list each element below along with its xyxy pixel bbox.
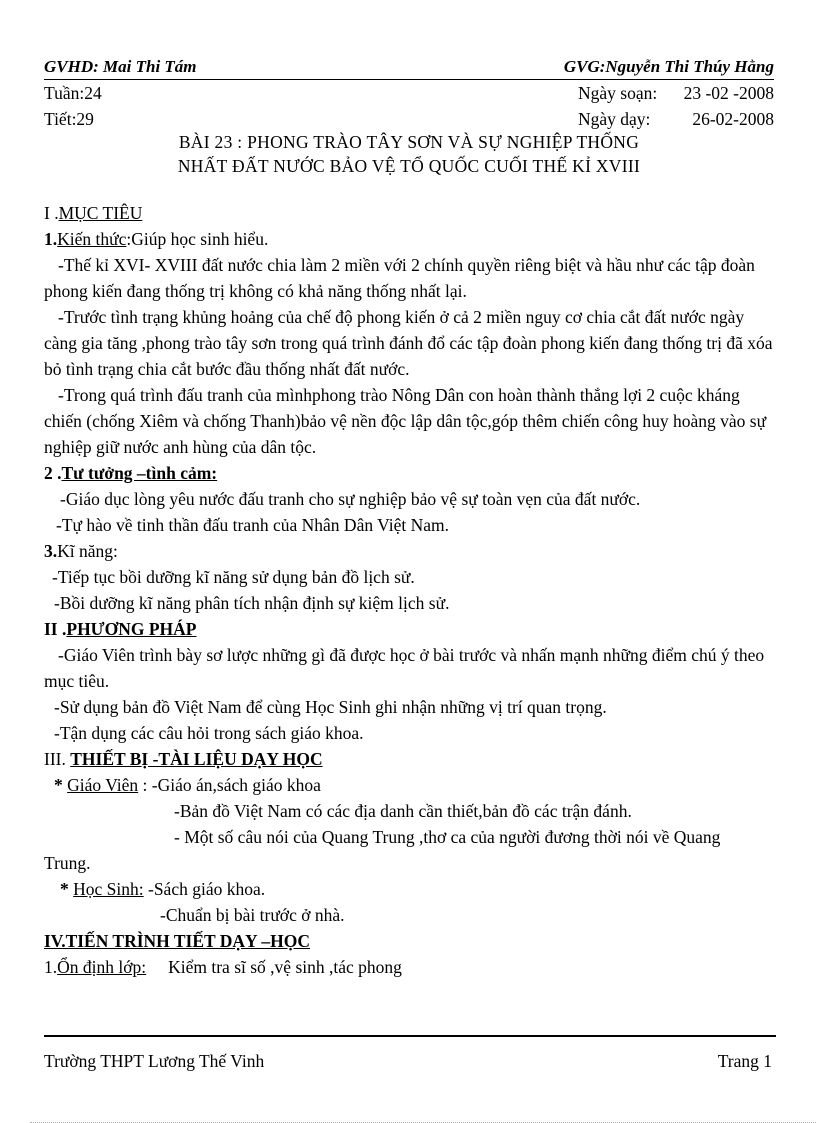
class-organization-text: Kiểm tra sĩ số ,vệ sinh ,tác phong <box>168 957 402 977</box>
skills-number: 3. <box>44 541 58 561</box>
skills-line-2: -Bồi dưỡng kĩ năng phân tích nhận định sự kiệm lịch sử. <box>54 593 450 613</box>
period-label: Tiết:29 <box>44 109 94 129</box>
teach-date-label: Ngày dạy: <box>578 109 651 129</box>
student-materials-line-1 <box>44 876 774 902</box>
skills-heading <box>44 538 774 564</box>
footer-divider <box>44 1035 776 1037</box>
meta-row-1 <box>44 80 774 106</box>
teacher-item-1: : -Giáo án,sách giáo khoa <box>138 775 321 795</box>
lesson-title-line-1: BÀI 23 : PHONG TRÀO TÂY SƠN VÀ SỰ NGHIỆP THỐNG <box>178 132 640 152</box>
meta-row-2 <box>44 106 774 132</box>
class-organization-label: Ổn định lớp: <box>57 957 147 977</box>
teacher-label: Giáo Viên <box>67 775 139 795</box>
prep-date: 23 -02 -2008 <box>683 83 774 103</box>
section-2-number: II . <box>44 619 67 639</box>
knowledge-intro: :Giúp học sinh hiểu. <box>126 229 269 249</box>
section-3-title: THIẾT BỊ -TÀI LIỆU DẠY HỌC <box>70 749 323 769</box>
section-1-heading <box>44 200 774 226</box>
attitude-line-1: -Giáo dục lòng yêu nước đấu tranh cho sự nghiệp bảo vệ sự toàn vẹn của đất nước. <box>60 489 641 509</box>
knowledge-heading <box>44 226 774 252</box>
attitude-heading <box>44 460 774 486</box>
teacher-materials-line-1 <box>44 772 774 798</box>
header-teacher: GVG:Nguyễn Thi Thúy Hằng <box>563 57 774 76</box>
knowledge-number: 1. <box>44 229 58 249</box>
attitude-line-2: -Tự hào về tinh thần đấu tranh của Nhân Dân Việt Nam. <box>56 515 449 535</box>
method-paragraph-1: -Giáo Viên trình bày sơ lược những gì đã được học ở bài trước và nhấn mạnh những điểm chú ý theo mục tiêu. <box>44 645 765 691</box>
method-line-2: -Sử dụng bản đồ Việt Nam để cùng Học Sinh ghi nhận những vị trí quan trọng. <box>54 697 607 717</box>
student-label: Học Sinh: <box>73 879 144 899</box>
page-header <box>44 56 774 80</box>
student-item-1: -Sách giáo khoa. <box>143 879 266 899</box>
section-2-title: PHƯƠNG PHÁP <box>66 619 197 639</box>
teach-date: 26-02-2008 <box>692 109 774 129</box>
attitude-number: 2 . <box>44 463 62 483</box>
skills-label: Kĩ năng: <box>57 541 118 561</box>
prep-date-label: Ngày soạn: <box>578 83 658 103</box>
class-organization-number: 1. <box>44 957 58 977</box>
section-4-heading: IV.TIẾN TRÌNH TIẾT DẠY –HỌC <box>44 931 310 951</box>
section-1-title: MỤC TIÊU <box>58 203 143 223</box>
attitude-label: Tư tưởng –tình cảm: <box>61 463 218 483</box>
document-page <box>44 56 774 980</box>
student-bullet: * <box>60 879 74 899</box>
footer-school: Trường THPT Lương Thế Vinh <box>44 1051 265 1071</box>
teacher-materials-line-3: - Một số câu nói của Quang Trung ,thơ ca của người đương thời nói về Quang <box>174 827 721 847</box>
knowledge-paragraph-1: -Thế kỉ XVI- XVIII đất nước chia làm 2 miền với 2 chính quyền riêng biệt và hầu như các tập đoàn phong kiến đang thống trị không có khả năng thống nhất lại. <box>44 255 755 301</box>
knowledge-paragraph-3: -Trong quá trình đấu tranh của mìnhphong trào Nông Dân con hoàn thành thắng lợi 2 cuộc kháng chiến (chống Xiêm và chống Thanh)bảo vệ nền độc lập dân tộc,góp thêm chiến công huy hoàng vào sự nghiệp giữ nước anh hùng của dân tộc. <box>44 385 767 457</box>
section-1-number: I . <box>44 203 59 223</box>
knowledge-label: Kiến thức <box>57 229 127 249</box>
class-organization-line <box>44 954 774 980</box>
section-3-number: III. <box>44 749 71 769</box>
teacher-materials-line-2: -Bản đồ Việt Nam có các địa danh cần thiết,bản đồ các trận đánh. <box>174 801 632 821</box>
teacher-materials-line-3b: Trung. <box>44 853 91 873</box>
week-label: Tuần:24 <box>44 83 102 103</box>
section-2-heading <box>44 616 774 642</box>
knowledge-paragraph-2: -Trước tình trạng khủng hoảng của chế độ phong kiến ở cả 2 miền nguy cơ chia cắt đất nước ngày càng gia tăng ,phong trào tây sơn trong quá trình đánh đổ các tập đoàn phong kiến đang thống trị đã xóa bỏ tình trạng chia cắt bước đầu thống nhất đất nước. <box>44 307 773 379</box>
lesson-title-line-2: NHẤT ĐẤT NƯỚC BẢO VỆ TỔ QUỐC CUỐI THẾ KỈ XVIII <box>177 156 641 176</box>
header-supervisor: GVHD: Mai Thi Tám <box>44 57 197 76</box>
method-line-3: -Tận dụng các câu hỏi trong sách giáo khoa. <box>54 723 364 743</box>
section-3-heading <box>44 746 774 772</box>
footer-page-number: Trang 1 <box>717 1051 772 1071</box>
page-footer <box>44 1048 772 1074</box>
student-materials-line-2: -Chuẩn bị bài trước ở nhà. <box>160 905 345 925</box>
teacher-bullet: * <box>54 775 68 795</box>
skills-line-1: -Tiếp tục bồi dưỡng kĩ năng sử dụng bản đồ lịch sử. <box>52 567 415 587</box>
